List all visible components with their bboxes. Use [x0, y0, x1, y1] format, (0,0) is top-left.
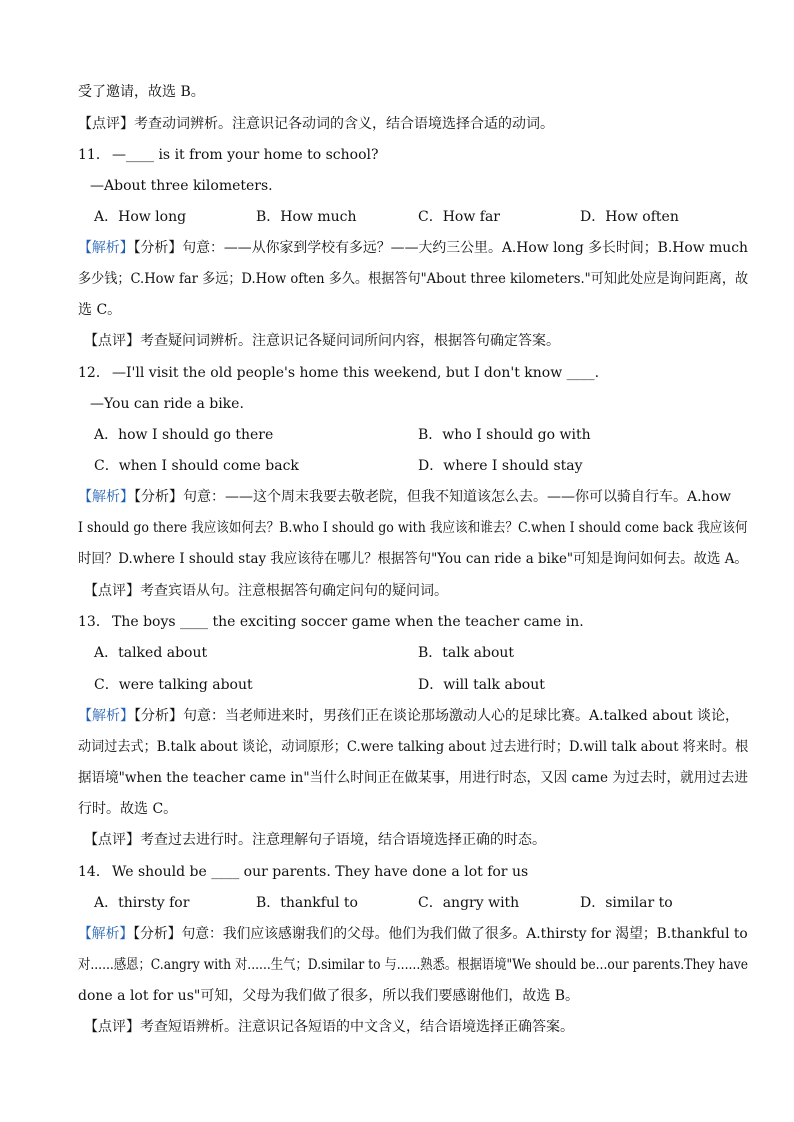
q11-analysis-3: 选 C。 [78, 302, 122, 318]
q11-option-d: D．How often [580, 209, 679, 225]
q13-number: 13． [78, 614, 110, 630]
q14-option-b: B．thankful to [256, 895, 358, 911]
q12-review: 【点评】考查宾语从句。注意根据答句确定问句的疑问词。 [84, 583, 448, 599]
q14-option-d: D．similar to [580, 895, 673, 911]
q13-analysis-3: 据语境"when the teacher came in"当什么时间正在做某事，用进行时态，又因 came 为过去时，就用过去进 [78, 770, 748, 786]
q14-analysis-1 [78, 924, 748, 944]
q13-analysis-4: 行时。故选 C。 [78, 801, 178, 817]
q14-option-c: C．angry with [418, 895, 520, 911]
q13-analysis-1 [78, 706, 739, 726]
intro-review: 【点评】考查动词辨析。注意识记各动词的含义，结合语境选择合适的动词。 [78, 116, 554, 132]
q11-option-c: C．How far [418, 209, 501, 225]
q12-option-c: C．when I should come back [94, 458, 299, 474]
q12-analysis-1 [78, 487, 731, 507]
q13-option-d: D．will talk about [418, 677, 545, 693]
q11-analysis-tag: 【解析】 [78, 240, 134, 256]
q12-stem-text: —I'll visit the old people's home this weekend, but I don't know ____. [112, 365, 600, 381]
q12-reply: —You can ride a bike. [90, 396, 244, 412]
q12-analysis-tag: 【解析】 [78, 489, 134, 505]
q14-number: 14． [78, 864, 110, 880]
q11-analysis-text-1: 【分析】句意：——从你家到学校有多远？——大约三公里。A.How long 多长时间；B.How much [133, 240, 748, 256]
q12-analysis-2: I should go there 我应该如何去？B.who I should go with 我应该和谁去？C.when I should come back 我应该何 [78, 520, 748, 536]
q14-stem [78, 862, 528, 882]
q11-reply: —About three kilometers. [90, 178, 273, 194]
q13-review: 【点评】考查过去进行时。注意理解句子语境，结合语境选择正确的时态。 [84, 832, 546, 848]
q11-analysis-1 [78, 238, 748, 258]
q12-option-d: D．where I should stay [418, 458, 583, 474]
q14-analysis-tag: 【解析】 [78, 926, 134, 942]
q14-analysis-3: done a lot for us"可知，父母为我们做了很多，所以我们要感谢他们，故选 B。 [78, 988, 580, 1004]
q13-option-c: C．were talking about [94, 677, 253, 693]
q13-stem [78, 612, 584, 632]
q11-stem [78, 145, 379, 165]
intro-line-1: 受了邀请，故选 B。 [78, 84, 205, 100]
q14-review: 【点评】考查短语辨析。注意识记各短语的中文含义，结合语境选择正确答案。 [84, 1019, 574, 1035]
q11-review: 【点评】考查疑问词辨析。注意识记各疑问词所问内容，根据答句确定答案。 [84, 333, 560, 349]
q14-stem-text: We should be ____ our parents. They have done a lot for us [112, 864, 529, 880]
q12-analysis-text-1: 【分析】句意：——这个周末我要去敬老院，但我不知道该怎么去。——你可以骑自行车。A.how [134, 489, 731, 505]
q11-number: 11． [78, 147, 110, 163]
q14-option-a: A．thirsty for [94, 895, 190, 911]
q13-option-a: A．talked about [94, 645, 208, 661]
q12-analysis-3: 时回？D.where I should stay 我应该待在哪儿？根据答句"You can ride a bike"可知是询问如何去。故选 A。 [78, 551, 748, 567]
q12-option-a: A．how I should go there [94, 427, 274, 443]
q13-analysis-2: 动词过去式；B.talk about 谈论，动词原形；C.were talking about 过去进行时；D.will talk about 将来时。根 [78, 739, 749, 755]
q13-stem-text: The boys ____ the exciting soccer game when the teacher came in. [112, 614, 584, 630]
q14-analysis-2: 对......感恩；C.angry with 对......生气；D.similar to 与......熟悉。根据语境"We should be...our parents.They have [78, 957, 749, 973]
q11-stem-text: —____ is it from your home to school? [112, 147, 379, 163]
q12-option-b: B．who I should go with [418, 427, 591, 443]
q13-option-b: B．talk about [418, 645, 515, 661]
q14-analysis-text-1: 【分析】句意：我们应该感谢我们的父母。他们为我们做了很多。A.thirsty for 渴望；B.thankful to [133, 926, 748, 942]
q13-analysis-text-1: 【分析】句意：当老师进来时，男孩们正在谈论那场激动人心的足球比赛。A.talked about 谈论， [134, 708, 740, 724]
q12-number: 12． [78, 365, 110, 381]
q11-option-b: B．How much [256, 209, 357, 225]
q12-stem [78, 363, 599, 383]
q11-option-a: A．How long [94, 209, 187, 225]
q13-analysis-tag: 【解析】 [78, 708, 134, 724]
q11-analysis-2: 多少钱；C.How far 多远；D.How often 多久。根据答句"About three kilometers."可知此处应是询问距离，故 [78, 271, 749, 287]
